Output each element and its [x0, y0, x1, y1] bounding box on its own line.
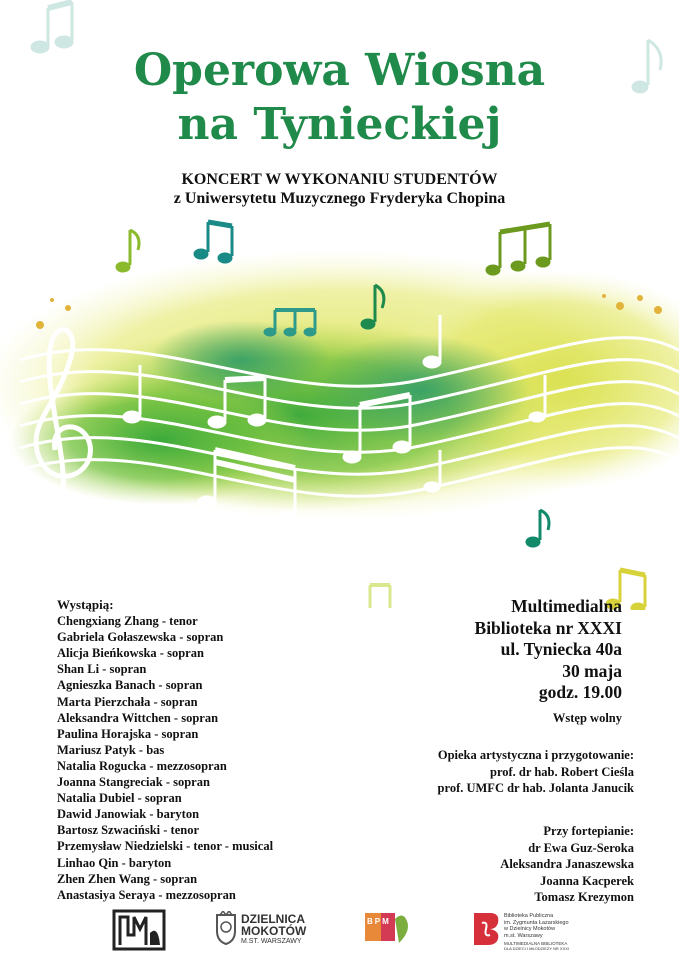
performers-header: Wystąpią:: [57, 597, 114, 612]
list-item: Mariusz Patyk - bas: [57, 742, 165, 757]
biblioteka-line1: Biblioteka Publiczna: [504, 913, 554, 919]
list-item: Natalia Dubiel - sopran: [57, 791, 182, 806]
list-item: Joanna Kacperek: [540, 873, 634, 888]
list-item: Shan Li - sopran: [57, 662, 147, 677]
list-item: Bartosz Szwaciński - tenor: [57, 823, 199, 838]
list-item: dr Ewa Guz-Seroka: [528, 840, 634, 855]
note-olive-icon: [486, 224, 550, 275]
list-item: Aleksandra Janaszewska: [500, 857, 634, 871]
subtitle-line1: KONCERT W WYKONANIU STUDENTÓW: [181, 171, 498, 188]
page-title-line2: na Tynieckiej: [177, 99, 502, 150]
bpm-text: BPM: [367, 917, 391, 926]
dzielnica-line2: MOKOTÓW: [241, 924, 307, 938]
piano-accompanists: [500, 823, 634, 906]
dzielnica-mokotow-logo: [215, 905, 315, 955]
biblioteka-line3: w Dzielnicy Mokotów: [504, 926, 556, 932]
event-time: godz. 19.00: [538, 682, 622, 702]
coat-of-arms-icon: [215, 911, 237, 945]
venue-address: ul. Tyniecka 40a: [500, 639, 622, 659]
performers-list: [57, 597, 347, 903]
biblioteka-logo-icon: [472, 911, 500, 947]
list-item: Aleksandra Wittchen - sopran: [57, 710, 219, 725]
biblioteka-logo: [472, 905, 572, 955]
biblioteka-line5: MULTIMEDIALNA BIBLIOTEKA: [504, 941, 568, 946]
list-item: Przemysław Niedzielski - tenor - musical: [57, 839, 274, 854]
list-item: Natalia Rogucka - mezzosopran: [57, 758, 227, 773]
biblioteka-line2: im. Zygmunta Łazarskiego: [504, 919, 569, 926]
venue-line1: Multimedialna: [511, 596, 622, 616]
dzielnica-line3: M.ST. WARSZAWY: [241, 938, 302, 945]
subtitle-line2: z Uniwersytetu Muzycznego Fryderyka Chopina: [173, 190, 506, 207]
biblioteka-line4: m.st. Warszawy: [504, 932, 543, 939]
list-item: Anastasiya Seraya - mezzosopran: [57, 887, 236, 902]
music-staff-illustration: [0, 210, 679, 610]
venue-info: [362, 596, 622, 726]
bpm-logo: [365, 905, 411, 955]
note-darkteal-icon: [526, 510, 549, 547]
list-item: Dawid Janowiak - baryton: [57, 807, 200, 822]
event-date: 30 maja: [562, 660, 622, 681]
sponsor-logos: [0, 905, 679, 960]
list-item: Joanna Stangreciak - sopran: [57, 775, 210, 790]
piano-header: Przy fortepianie:: [543, 824, 634, 838]
dzielnica-line1: DZIELNICA: [241, 912, 305, 926]
list-item: Agnieszka Banach - sopran: [57, 678, 203, 693]
list-item: Paulina Horajska - sopran: [57, 726, 199, 741]
venue-line2: Biblioteka nr XXXI: [474, 617, 622, 638]
artistic-care-header: Opieka artystyczna i przygotowanie:: [437, 748, 634, 762]
list-item: Marta Pierzchała - sopran: [57, 694, 198, 709]
umfc-logo-icon: [112, 905, 168, 955]
list-item: Alicja Bieńkowska - sopran: [57, 646, 204, 661]
note-lime-icon: [116, 230, 139, 272]
list-item: Linhao Qin - baryton: [57, 855, 172, 870]
entry-info: Wstęp wolny: [552, 710, 622, 725]
list-item: prof. dr hab. Robert Cieśla: [490, 764, 634, 779]
list-item: Chengxiang Zhang - tenor: [57, 614, 198, 629]
page-title-line1: Operowa Wiosna: [133, 45, 546, 96]
artistic-care: [438, 747, 634, 797]
list-item: Gabriela Gołaszewska - sopran: [57, 630, 224, 645]
note-teal-icon: [194, 222, 232, 263]
list-item: prof. UMFC dr hab. Jolanta Janucik: [437, 781, 634, 795]
list-item: Tomasz Krezymon: [534, 890, 634, 904]
list-item: Zhen Zhen Wang - sopran: [57, 871, 198, 886]
biblioteka-line6: DLA DZIECI I MŁODZIEŻY NR XXXI: [504, 946, 570, 951]
